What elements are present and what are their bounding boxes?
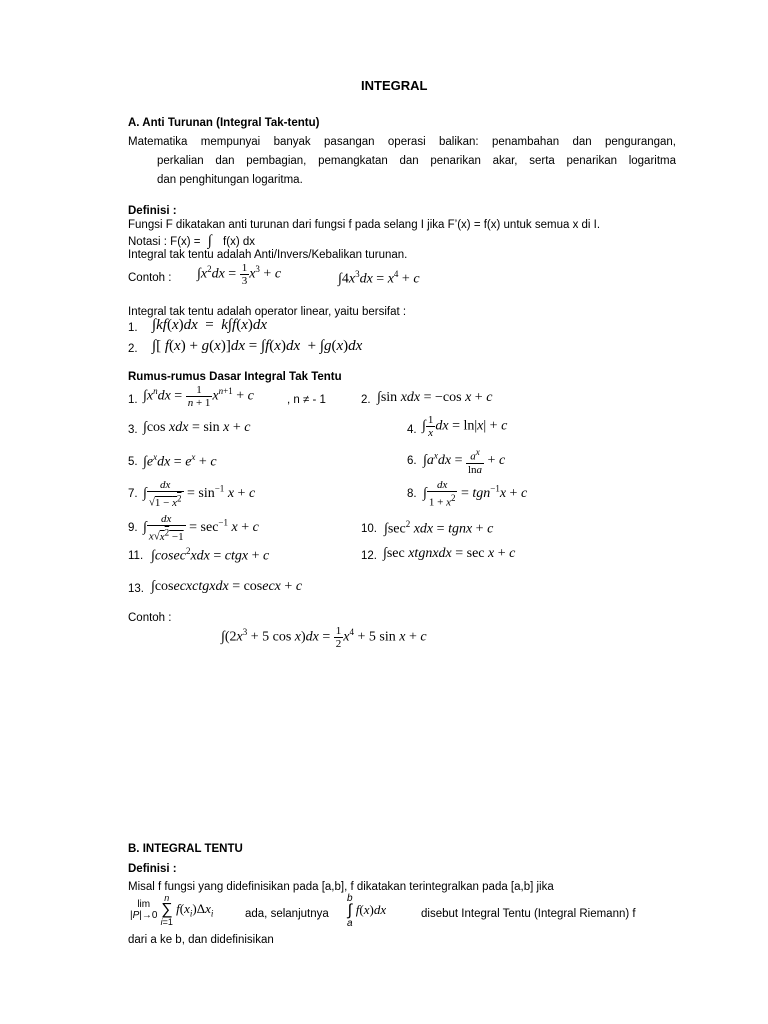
rumus-6-number: 6. [407, 455, 417, 467]
rumus-6-formula: $\int a^xdx$ = $\frac{a^x}{\ln a}$ + c [423, 447, 506, 476]
rumus-3-number: 3. [128, 424, 138, 436]
rumus-heading: Rumus-rumus Dasar Integral Tak Tentu [128, 371, 342, 383]
section-b-heading: B. INTEGRAL TENTU [128, 843, 243, 855]
rumus-5-formula: $\int e^xdx = e^x + c$ [143, 452, 217, 470]
linear-text: Integral tak tentu adalah operator linear, yaitu bersifat : [128, 306, 407, 318]
rumus-10-formula: $\int\sec^2$ xdx = tgnx + c [384, 519, 494, 537]
notation-line [128, 233, 255, 250]
contoh-label-2: Contoh : [128, 612, 172, 624]
rumus-9-number: 9. [128, 522, 138, 534]
property-1-number: 1. [128, 322, 138, 334]
definite-integral: b ∫ a f(x)dx [347, 893, 387, 929]
definition-b-line-1: Misal f fungsi yang didefinisikan pada [a,b], f dikatakan terintegralkan pada [a,b] jika [128, 881, 554, 893]
notation-label: Notasi : F(x) = [128, 236, 201, 248]
definition-b-mid-1: ada, selanjutnya [245, 908, 329, 920]
rumus-11-formula: ∫cosec$^2$xdx = ctgx + c [151, 546, 270, 564]
integral-bounds: b ∫ a [347, 893, 353, 929]
rumus-7-number: 7. [128, 488, 138, 500]
definition-text: Fungsi F dikatakan anti turunan dari fungsi f pada selang I jika F’(x) = f(x) untuk semua x di I. [128, 219, 601, 231]
sum-symbol: n ∑ i=1 [160, 893, 173, 927]
rumus-9-formula: ∫ $\frac{dx}{x√x^2 -1}$ = $\sec^{-1} x + c$ [143, 513, 259, 543]
riemann-limit: lim |P|→0 n ∑ i=1 $f(x_i)\Delta x_i$ [130, 893, 214, 927]
rumus-1-condition: , n ≠ - 1 [287, 394, 326, 406]
example-formula-3: $\int(2x^3 + 5$ cos x)dx = $\frac{1}{2}$ $x^4 + 5$ sin x + c [221, 625, 427, 650]
definition-b-mid-2: disebut Integral Tentu (Integral Riemann) f [421, 908, 636, 920]
rumus-8-number: 8. [407, 488, 417, 500]
rumus-8-formula: ∫ $\frac{dx}{1 + x^2}$ = tgn$^{-1}$x + c [423, 479, 528, 509]
intro-line: dan penghitungan logaritma. [157, 174, 303, 186]
rumus-12-number: 12. [361, 550, 377, 562]
limit-expression: lim |P|→0 [130, 899, 158, 921]
definition-text-2: Integral tak tentu adalah Anti/Invers/Kebalikan turunan. [128, 249, 408, 261]
section-a-heading: A. Anti Turunan (Integral Tak-tentu) [128, 117, 320, 129]
rumus-3-formula: ∫cos xdx = sin x + c [143, 420, 251, 435]
rumus-2-formula: ∫sin xdx = −cos x + c [377, 390, 493, 405]
example-formula-1: $\int x^2dx$ = $\frac{1}{3}$ $x^3 + c$ [197, 262, 282, 287]
rumus-4-number: 4. [407, 424, 417, 436]
property-1-formula: ∫kf(x)dx = k∫f(x)dx [152, 317, 268, 333]
rumus-4-formula: ∫ $\frac{1}{x}$ dx = ln|x| + c [422, 414, 508, 439]
rumus-2-number: 2. [361, 394, 371, 406]
rumus-13-number: 13. [128, 583, 144, 595]
rumus-5-number: 5. [128, 456, 138, 468]
integral-sign: ∫ [207, 233, 212, 249]
property-2-formula: ∫[ f(x) + g(x)]dx = ∫f(x)dx + ∫g(x)dx [152, 338, 363, 354]
rumus-1-number: 1. [128, 394, 138, 406]
intro-line: perkalian dan pembagian, pemangkatan dan penarikan akar, serta penarikan logaritma [157, 155, 676, 167]
rumus-10-number: 10. [361, 523, 377, 535]
intro-line: Matematika mempunyai banyak pasangan operasi balikan: penambahan dan pengurangan, [128, 136, 676, 148]
definition-b-line-3: dari a ke b, dan didefinisikan [128, 934, 274, 946]
rumus-7-formula: ∫ $\frac{dx}{√1 - x^2}$ = $\sin^{-1} x + c$ [143, 479, 256, 509]
rumus-11-number: 11. [128, 550, 144, 562]
rumus-12-formula: ∫sec xtgnxdx = sec x + c [383, 546, 516, 561]
notation-rest: f(x) dx [223, 236, 255, 248]
rumus-1-formula: $\int x^ndx$ = $\frac{1}{n + 1}$ $x^{n+1} + c$ [143, 384, 254, 409]
definisi-label-b: Definisi : [128, 863, 177, 875]
contoh-label: Contoh : [128, 272, 172, 284]
page-title: INTEGRAL [361, 78, 428, 93]
intro-paragraph [128, 133, 676, 190]
example-formula-2: $\int 4x^3dx = x^4 + c$ [338, 269, 420, 287]
property-2-number: 2. [128, 343, 138, 355]
rumus-13-formula: ∫cosecxctgxdx = cosecx + c [151, 579, 303, 594]
definisi-label: Definisi : [128, 205, 177, 217]
